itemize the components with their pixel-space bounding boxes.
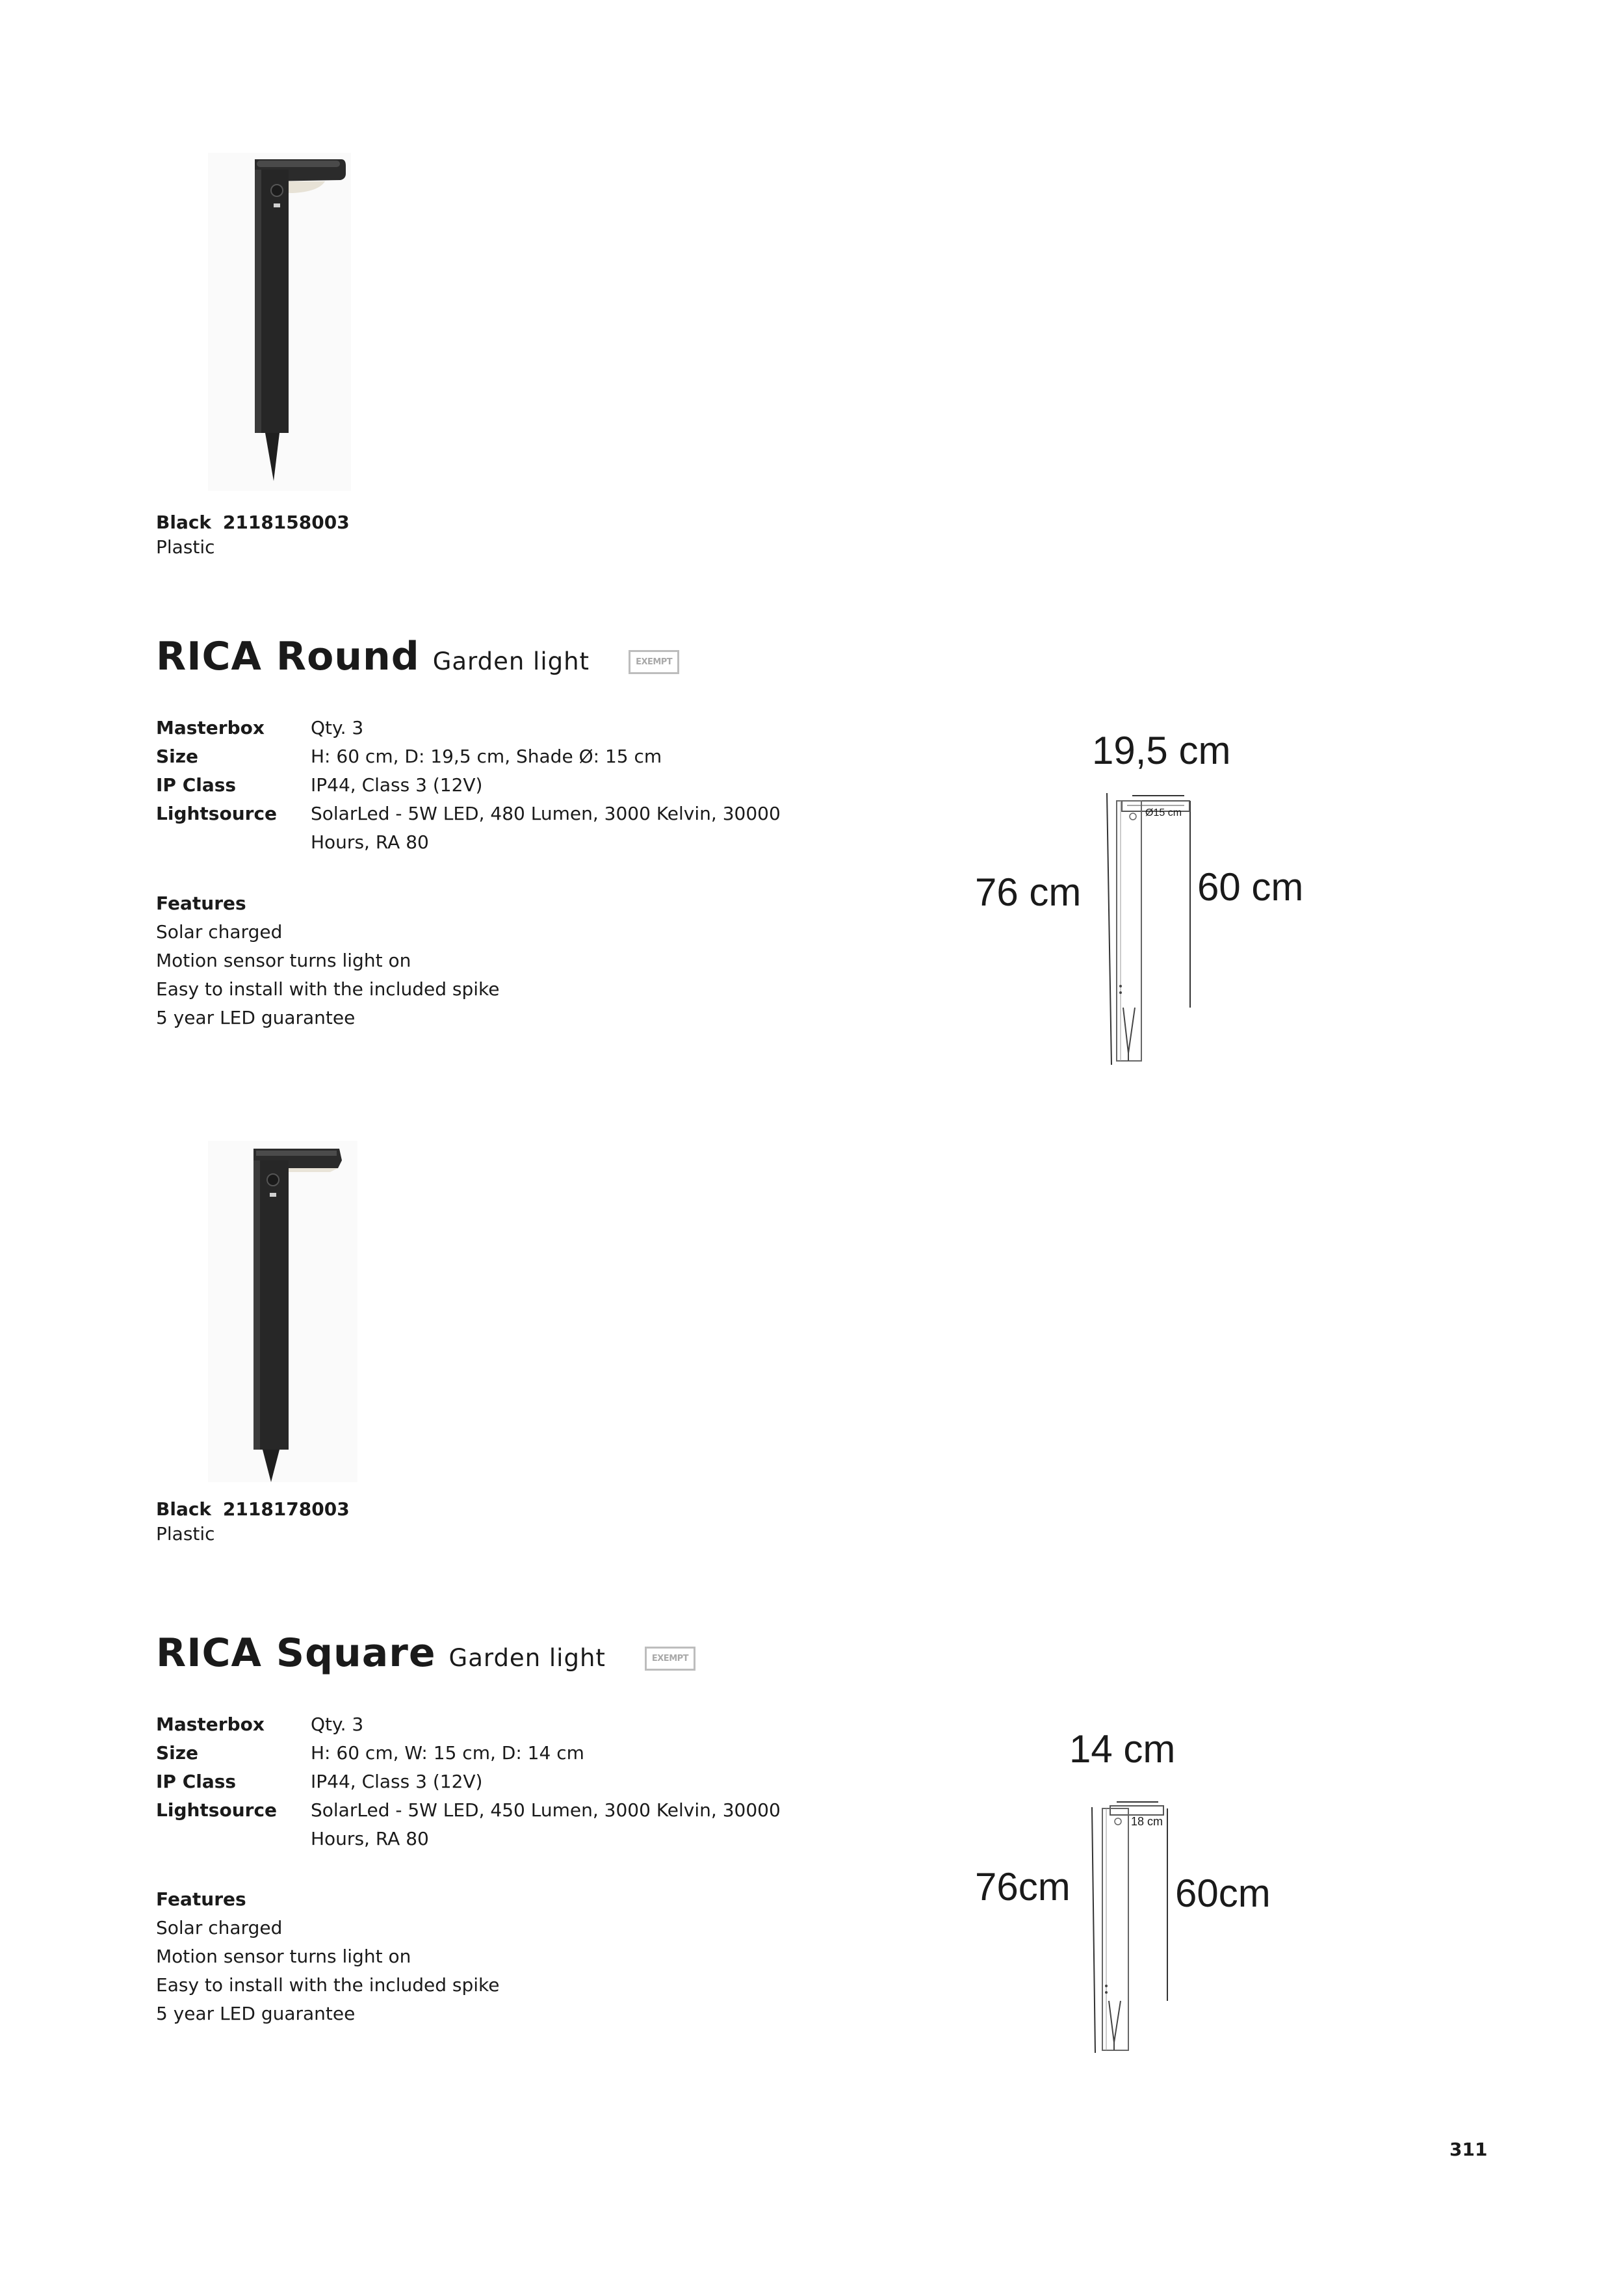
product-name: RICA Round: [156, 634, 420, 679]
spec-row: [156, 1710, 870, 1739]
feature-item: Easy to install with the included spike: [156, 978, 500, 1000]
feature-item: Solar charged: [156, 1917, 283, 1938]
spec-label: Masterbox: [156, 717, 265, 738]
spec-value: IP44, Class 3 (12V): [311, 1771, 483, 1792]
dimension-top-label: 19,5 cm: [1092, 729, 1231, 772]
dimension-total-height-label: 76 cm: [975, 870, 1082, 914]
features-heading: Features: [156, 1888, 246, 1910]
spec-label: Size: [156, 746, 199, 767]
product-title: [156, 1630, 695, 1676]
spec-value: H: 60 cm, W: 15 cm, D: 14 cm: [311, 1742, 584, 1764]
product-photo-rica-round: [195, 146, 364, 497]
spec-value: Qty. 3: [311, 1714, 364, 1735]
variant-material: Plastic: [156, 1523, 215, 1545]
exempt-badge: EXEMPT: [645, 1647, 695, 1671]
dimension-diagram-square: [975, 1727, 1339, 2074]
features-heading: Features: [156, 893, 246, 914]
product-category: Garden light: [448, 1644, 606, 1672]
variant-color: Black: [156, 1498, 212, 1520]
dimension-body-height-label: 60cm: [1175, 1872, 1271, 1915]
features-list: [156, 1885, 500, 2028]
spec-row: [156, 1768, 870, 1796]
variant-sku: 2118178003: [222, 1498, 350, 1520]
product-category: Garden light: [432, 647, 590, 675]
dimension-body-height-label: 60 cm: [1197, 865, 1304, 909]
dimension-shade-label: 18 cm: [1131, 1815, 1163, 1828]
spec-table: [156, 1710, 870, 1853]
spec-label: Lightsource: [156, 803, 278, 824]
feature-item: Motion sensor turns light on: [156, 1946, 411, 1967]
spec-row: [156, 714, 870, 742]
spec-value: SolarLed - 5W LED, 450 Lumen, 3000 Kelvin, 30000 Hours, RA 80: [311, 1799, 781, 1849]
feature-item: 5 year LED guarantee: [156, 1007, 356, 1028]
features-list: [156, 889, 500, 1032]
feature-item: 5 year LED guarantee: [156, 2003, 356, 2024]
page-number: 311: [1449, 2139, 1488, 2160]
spec-row: [156, 771, 870, 800]
spec-label: IP Class: [156, 774, 237, 796]
variant-color: Black: [156, 512, 212, 533]
spec-value: IP44, Class 3 (12V): [311, 774, 483, 796]
dimension-diagram-round: [975, 728, 1339, 1092]
feature-item: Easy to install with the included spike: [156, 1974, 500, 1996]
product-title: [156, 634, 679, 679]
variant-material: Plastic: [156, 536, 215, 558]
feature-item: Solar charged: [156, 921, 283, 943]
dimension-total-height-label: 76cm: [975, 1865, 1071, 1909]
dimension-shade-label: Ø15 cm: [1145, 807, 1182, 818]
spec-row: [156, 742, 870, 771]
spec-row: [156, 1739, 870, 1768]
exempt-badge: EXEMPT: [629, 650, 679, 674]
spec-value: H: 60 cm, D: 19,5 cm, Shade Ø: 15 cm: [311, 746, 662, 767]
spec-table: [156, 714, 870, 857]
variant-sku: 2118158003: [222, 512, 350, 533]
dimension-top-label: 14 cm: [1069, 1727, 1176, 1771]
spec-label: Size: [156, 1742, 199, 1764]
spec-row: [156, 1796, 870, 1853]
product-name: RICA Square: [156, 1630, 436, 1676]
product-photo-rica-square: [188, 1134, 370, 1492]
variant-info: [156, 1497, 350, 1546]
spec-label: IP Class: [156, 1771, 237, 1792]
spec-label: Lightsource: [156, 1799, 278, 1821]
feature-item: Motion sensor turns light on: [156, 950, 411, 971]
spec-label: Masterbox: [156, 1714, 265, 1735]
spec-value: Qty. 3: [311, 717, 364, 738]
spec-row: [156, 800, 870, 857]
spec-value: SolarLed - 5W LED, 480 Lumen, 3000 Kelvin, 30000 Hours, RA 80: [311, 803, 781, 853]
variant-info: [156, 510, 350, 560]
